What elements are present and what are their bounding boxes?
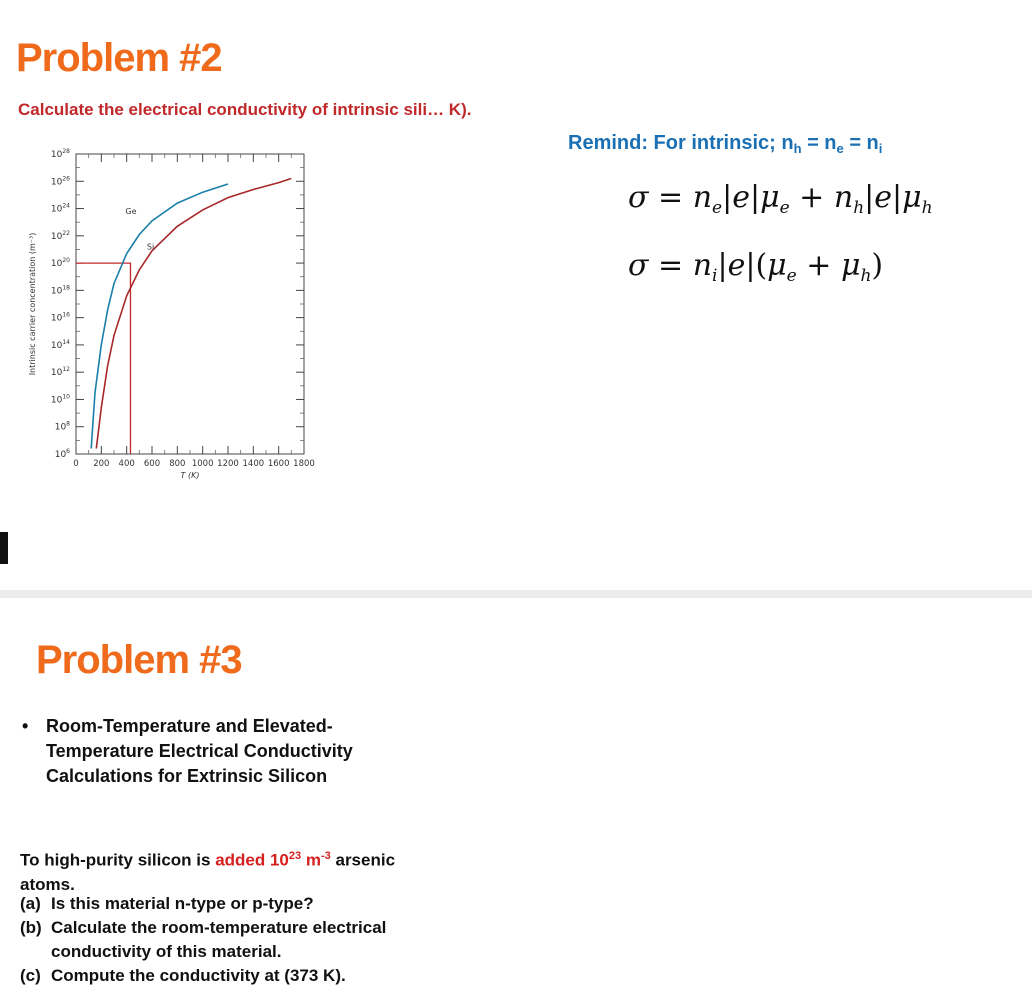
y-axis-label: Intrinsic carrier concentration (m⁻³) xyxy=(28,232,37,376)
y-tick-label: $10^{22}$ xyxy=(50,229,70,242)
annotation-line xyxy=(76,263,130,454)
series-line-si xyxy=(96,179,291,449)
y-tick-label: $10^8$ xyxy=(54,420,70,433)
question-item xyxy=(20,964,420,988)
series-label-si: Si xyxy=(146,242,155,252)
y-tick-label: $10^{28}$ xyxy=(50,148,70,160)
y-tick-label: $10^{18}$ xyxy=(50,284,70,297)
y-tick-label: $10^6$ xyxy=(54,448,70,460)
question-item xyxy=(20,916,420,964)
bullet-icon: • xyxy=(22,716,29,736)
question-list xyxy=(20,892,420,988)
page-title: Problem #3 xyxy=(36,638,242,682)
bullet-item xyxy=(22,714,382,789)
series-line-ge xyxy=(91,184,228,449)
y-tick-label: $10^{12}$ xyxy=(50,366,70,379)
slide-divider xyxy=(0,590,1032,598)
conductivity-equation-1: $\sigma = n_e|e|\mu_e + n_h|e|\mu_h$ xyxy=(628,180,933,218)
page-title: Problem #2 xyxy=(16,36,222,80)
carrier-concentration-chart xyxy=(24,140,324,490)
x-tick-label: 1200 xyxy=(217,459,239,469)
x-tick-label: 1600 xyxy=(267,459,290,469)
x-tick-label: 200 xyxy=(93,459,110,469)
problem-intro: To high-purity silicon is added $10^{23}$ $m^{-3}$ arsenic atoms. xyxy=(20,850,396,894)
question-item xyxy=(20,892,420,916)
x-tick-label: 0 xyxy=(73,459,79,469)
x-tick-label: 1400 xyxy=(242,459,265,469)
question-text: Compute the conductivity at (373 K). xyxy=(51,966,346,985)
problem-question: Calculate the electrical conductivity of intrinsic sili… K). xyxy=(18,100,472,119)
y-tick-label: $10^{16}$ xyxy=(50,311,70,324)
conductivity-equation-2: $\sigma = n_i|e|(\mu_e + \mu_h)$ xyxy=(628,248,884,286)
x-tick-label: 800 xyxy=(169,459,186,469)
x-tick-label: 400 xyxy=(118,459,135,469)
x-axis-label: T (K) xyxy=(180,471,200,480)
slide-problem-3 xyxy=(0,598,1032,1006)
question-label: (b) xyxy=(20,918,42,937)
y-tick-label: $10^{20}$ xyxy=(50,257,70,270)
x-tick-label: 1000 xyxy=(191,459,214,469)
question-label: (a) xyxy=(20,894,41,913)
y-tick-label: $10^{26}$ xyxy=(50,175,70,188)
question-label: (c) xyxy=(20,966,41,985)
series-label-ge: Ge xyxy=(125,207,137,216)
cursor-mark xyxy=(0,532,8,564)
y-tick-label: $10^{24}$ xyxy=(50,202,70,215)
question-text: Is this material n-type or p-type? xyxy=(51,894,314,913)
y-tick-label: $10^{14}$ xyxy=(50,338,70,351)
y-tick-label: $10^{10}$ xyxy=(50,393,70,406)
question-text: Calculate the room-temperature electrical conductivity of this material. xyxy=(51,918,387,961)
x-tick-label: 1800 xyxy=(293,459,315,469)
bullet-text: Room-Temperature and Elevated-Temperature Electrical Conductivity Calculations for Extrinsic Silicon xyxy=(46,716,353,786)
remind-note: Remind: For intrinsic; $n_h = n_e = n_i$ xyxy=(568,132,883,156)
x-tick-label: 600 xyxy=(143,459,161,469)
plot-frame xyxy=(76,154,304,454)
